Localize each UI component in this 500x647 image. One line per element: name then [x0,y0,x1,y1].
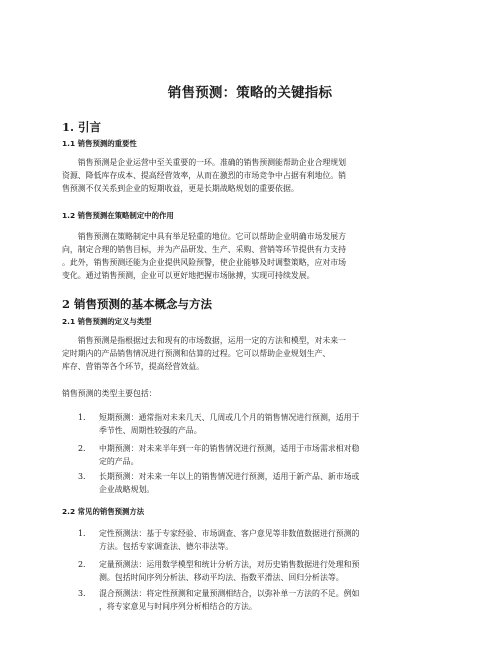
list-line: ，将专家意见与时间序列分析相结合的方法。 [99,602,257,611]
paragraph-line: 销售预测是企业运营中至关重要的一环。准确的销售预测能帮助企业合理规划 [62,158,347,167]
list-line: 中期预测：对未来半年到一年的销售情况进行预测，适用于市场需求相对稳 [99,444,360,453]
paragraph-line: 。此外，销售预测还能为企业提供风险预警，使企业能够及时调整策略，应对市场 [62,258,347,267]
section-2-1-heading: 2.1 销售预测的定义与类型 [62,317,152,326]
list-number: 1. [78,413,86,422]
list-number: 2. [78,444,86,453]
list-line: 定的产品。 [99,457,139,466]
section-1-1-heading: 1.1 销售预测的重要性 [62,139,137,148]
paragraph-line: 资源、降低库存成本、提高经营效率，从而在激烈的市场竞争中占据有利地位。销 [62,171,347,180]
section-1-2-paragraph [62,230,440,282]
section-1-2-heading: 1.2 销售预测在策略制定中的作用 [62,211,174,220]
list-line: 季节性、周期性较强的产品。 [99,426,202,435]
document-title: 销售预测：策略的关键指标 [167,85,333,101]
paragraph-line: 向，制定合理的销售目标，并为产品研发、生产、采购、营销等环节提供有力支持 [62,245,347,254]
section-2-1-paragraph [62,334,440,373]
paragraph-line: 销售预测在策略制定中具有举足轻重的地位。它可以帮助企业明确市场发展方 [62,232,347,241]
list-line: 测。包括时间序列分析法、移动平均法、指数平滑法、回归分析法等。 [99,573,344,582]
paragraph-line: 库存、营销等各个环节，提高经营效益。 [62,362,205,371]
list-number: 3. [78,589,86,598]
section-2-heading: 2 销售预测的基本概念与方法 [62,297,213,311]
section-1-heading: 1. 引言 [62,120,102,134]
section-2-2-heading: 2.2 常见的销售预测方法 [62,507,145,516]
list-line: 短期预测：通常指对未来几天、几周或几个月的销售情况进行预测，适用于 [99,413,360,422]
list-line: 企业战略规划。 [99,485,155,494]
paragraph-line: 定时期内的产品销售情况进行预测和估算的过程。它可以帮助企业规划生产、 [62,349,331,358]
list-number: 2. [78,560,86,569]
types-intro: 销售预测的类型主要包括： [62,389,157,398]
list-number: 3. [78,472,86,481]
list-line: 方法。包括专家调查法、德尔菲法等。 [99,542,234,551]
list-line: 长期预测：对未来一年以上的销售情况进行预测，适用于新产品、新市场或 [99,472,360,481]
list-line: 定量预测法：运用数学模型和统计分析方法，对历史销售数据进行处理和预 [99,560,360,569]
list-line: 混合预测法：将定性预测和定量预测相结合，以弥补单一方法的不足。例如 [99,589,360,598]
paragraph-line: 变化。通过销售预测，企业可以更好地把握市场脉搏，实现可持续发展。 [62,271,315,280]
paragraph-line: 售预测不仅关系到企业的短期收益，更是长期战略规划的重要依据。 [62,184,299,193]
list-line: 定性预测法：基于专家经验、市场调查、客户意见等非数值数据进行预测的 [99,529,360,538]
list-number: 1. [78,529,86,538]
paragraph-line: 销售预测是指根据过去和现有的市场数据，运用一定的方法和模型，对未来一 [62,336,347,345]
section-1-1-paragraph [62,156,440,195]
